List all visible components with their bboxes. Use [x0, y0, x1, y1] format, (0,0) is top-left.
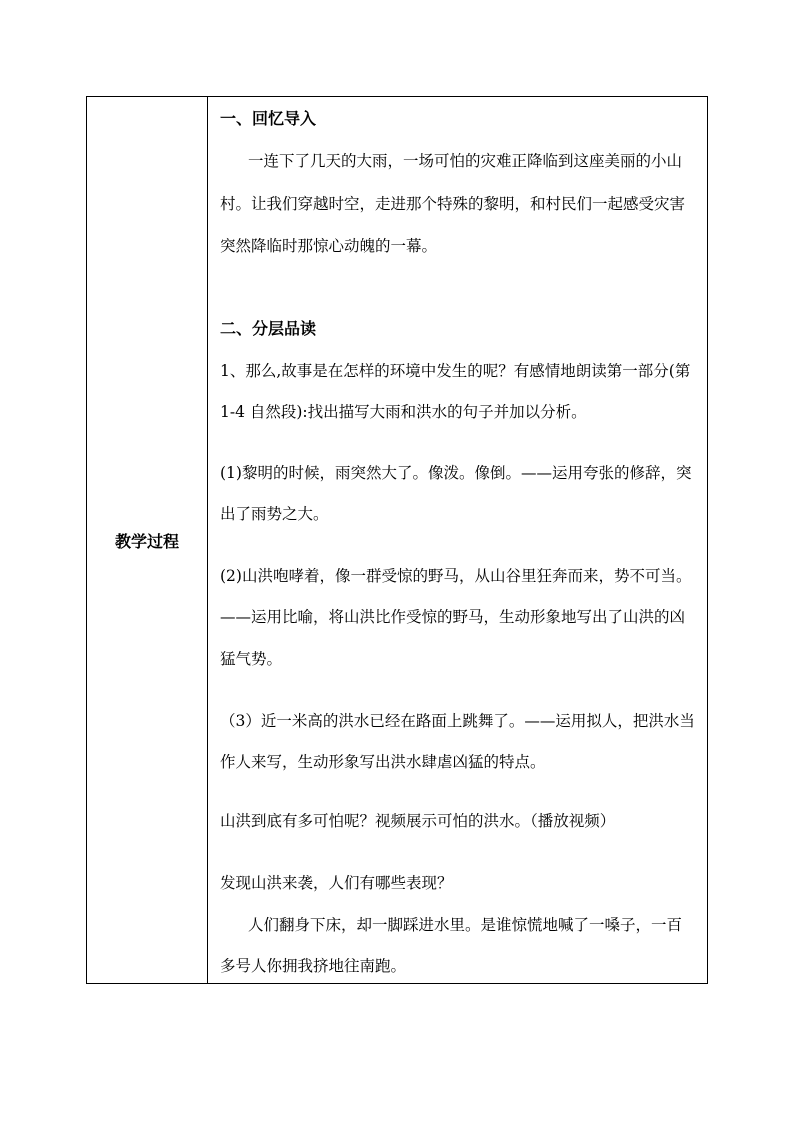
section1-line-3: 突然降临时那惊心动魄的一幕。	[220, 237, 438, 255]
content-cell	[208, 97, 707, 983]
section1-line-1: 一连下了几天的大雨，一场可怕的灾难正降临到这座美丽的小山	[248, 152, 683, 170]
question1-line-1: 1、那么,故事是在怎样的环境中发生的呢？有感情地朗读第一部分(第	[220, 362, 691, 380]
question-line: 发现山洪来袭，人们有哪些表现？	[220, 874, 453, 892]
section1-line-2: 村。让我们穿越时空，走进那个特殊的黎明，和村民们一起感受灾害	[220, 195, 686, 213]
lesson-table	[86, 96, 708, 984]
item3-line-2: 作人来写，生动形象写出洪水肆虐凶猛的特点。	[220, 753, 546, 771]
item2-line-2: ——运用比喻，将山洪比作受惊的野马，生动形象地写出了山洪的凶	[220, 608, 686, 626]
item2-line-3: 猛气势。	[220, 650, 283, 668]
question1-line-2: 1-4 自然段):找出描写大雨和洪水的句子并加以分析。	[220, 403, 587, 421]
section2-heading: 二、分层品读	[220, 319, 317, 338]
item3-line-1: （3）近一米高的洪水已经在路面上跳舞了。——运用拟人，把洪水当	[220, 712, 695, 730]
item1-line-2: 出了雨势之大。	[220, 505, 329, 523]
item2-line-1: (2)山洪咆哮着，像一群受惊的野马，从山谷里狂奔而来，势不可当。	[220, 567, 692, 585]
row-label: 教学过程	[114, 532, 179, 551]
row-label-cell	[87, 97, 208, 983]
section1-heading: 一、回忆导入	[220, 109, 317, 128]
final-line-1: 人们翻身下床，却一脚踩进水里。是谁惊慌地喊了一嗓子，一百	[248, 916, 683, 934]
video-line: 山洪到底有多可怕呢？视频展示可怕的洪水。（播放视频）	[220, 812, 616, 830]
item1-line-1: (1)黎明的时候，雨突然大了。像泼。像倒。——运用夸张的修辞，突	[220, 464, 692, 482]
final-line-2: 多号人你拥我挤地往南跑。	[220, 957, 407, 975]
